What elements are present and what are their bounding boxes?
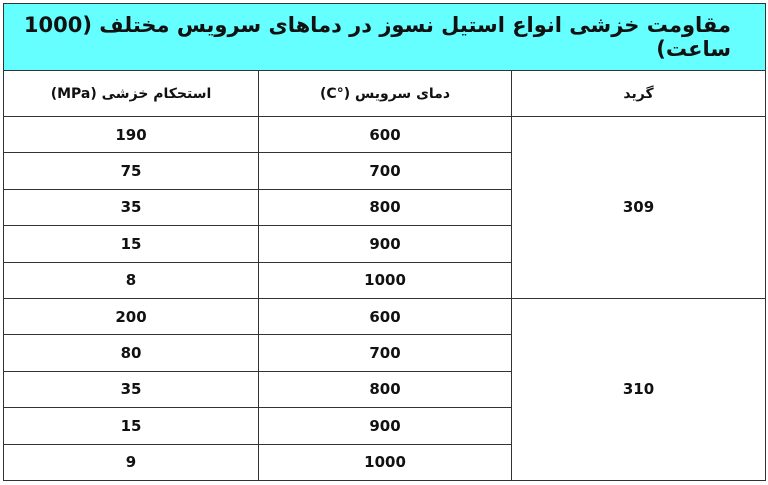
temperature-cell: 1000 [259, 262, 512, 298]
strength-cell: 35 [4, 189, 259, 225]
grade-cell: 310 [512, 298, 766, 480]
strength-cell: 80 [4, 335, 259, 371]
header-strength: استحکام خزشی (MPa) [4, 71, 259, 117]
table-title: مقاومت خزشی انواع استیل نسوز در دماهای سرویس مختلف (1000 ساعت) [4, 4, 766, 71]
strength-cell: 200 [4, 298, 259, 334]
grade-cell: 309 [512, 117, 766, 299]
temperature-cell: 1000 [259, 444, 512, 480]
temperature-cell: 800 [259, 189, 512, 225]
strength-cell: 9 [4, 444, 259, 480]
creep-strength-table [3, 3, 766, 481]
temperature-cell: 700 [259, 153, 512, 189]
temperature-cell: 900 [259, 408, 512, 444]
strength-cell: 15 [4, 408, 259, 444]
strength-cell: 15 [4, 226, 259, 262]
header-grade: گرید [512, 71, 766, 117]
strength-cell: 190 [4, 117, 259, 153]
temperature-cell: 600 [259, 298, 512, 334]
header-temperature: دمای سرویس (°C) [259, 71, 512, 117]
temperature-cell: 900 [259, 226, 512, 262]
strength-cell: 8 [4, 262, 259, 298]
temperature-cell: 800 [259, 371, 512, 407]
temperature-cell: 600 [259, 117, 512, 153]
table-row [4, 117, 766, 153]
table-row [4, 298, 766, 334]
temperature-cell: 700 [259, 335, 512, 371]
strength-cell: 35 [4, 371, 259, 407]
strength-cell: 75 [4, 153, 259, 189]
